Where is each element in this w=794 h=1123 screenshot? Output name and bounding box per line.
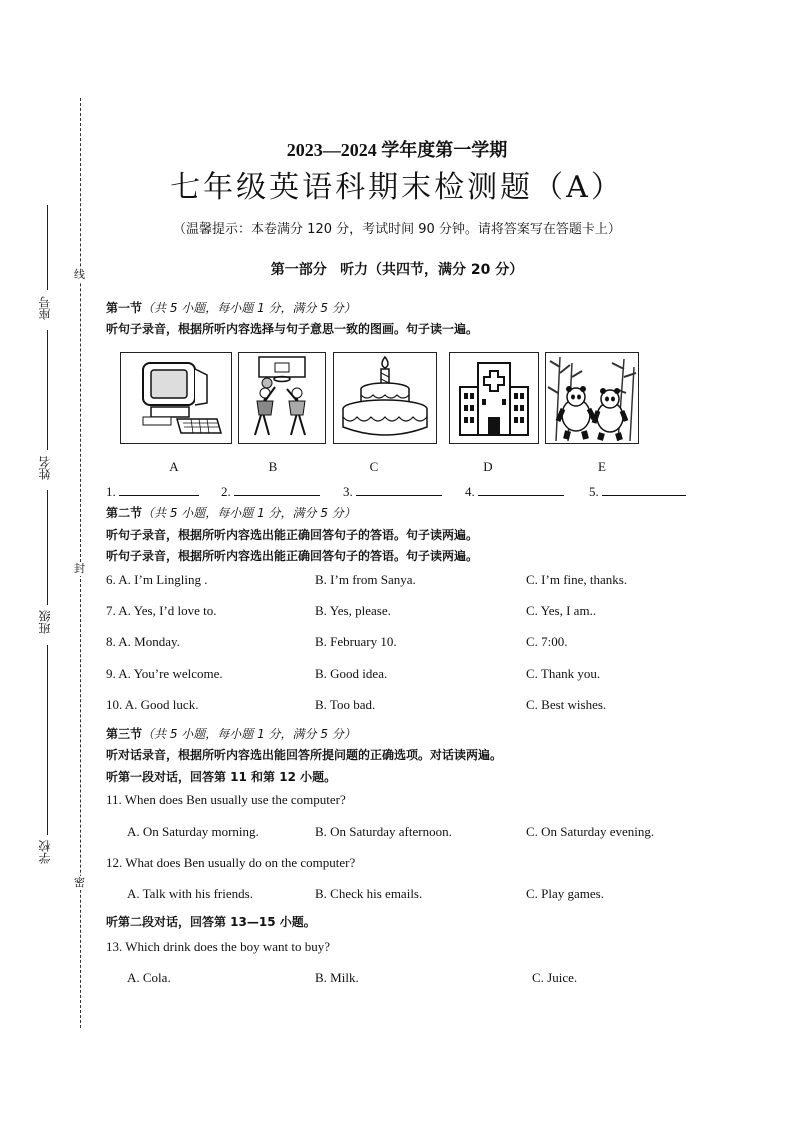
q12-option-c[interactable]: C. Play games. <box>526 886 604 901</box>
blank-number: 3. <box>343 484 353 499</box>
dialog1-heading: 听第一段对话，回答第 11 和第 12 小题。 <box>106 770 337 784</box>
picture-label-e: E <box>598 459 606 474</box>
section1-name: 第一节 <box>106 301 143 315</box>
section1-heading <box>106 299 356 316</box>
name-label: 姓名 <box>38 456 52 480</box>
section3-name: 第三节 <box>106 727 143 741</box>
q12-option-b[interactable]: B. Check his emails. <box>315 886 423 901</box>
section2-instruction-1: 听句子录音，根据所听内容选出能正确回答句子的答语。句子读两遍。 <box>106 528 479 542</box>
q11-option-a[interactable]: A. On Saturday morning. <box>127 824 259 839</box>
computer-icon <box>121 353 231 443</box>
blank-line[interactable] <box>119 483 199 496</box>
q11-stem: 11. When does Ben usually use the computer? <box>106 792 346 807</box>
exam-tip: （温馨提示：本卷满分 120 分，考试时间 90 分钟。请将答案写在答题卡上） <box>173 222 621 237</box>
picture-d-hospital <box>449 352 539 444</box>
picture-label-d: D <box>483 459 493 474</box>
picture-b-basketball <box>238 352 326 444</box>
binding-mark-line: 线 <box>74 268 85 281</box>
picture-label-a: A <box>169 459 179 474</box>
q9-option-a[interactable]: 9. A. You’re welcome. <box>106 666 223 681</box>
hospital-icon <box>450 353 538 443</box>
q6-option-c[interactable]: C. I’m fine, thanks. <box>526 572 628 587</box>
binding-mark-seal: 封 <box>74 562 85 575</box>
answer-blank-1[interactable] <box>106 483 199 500</box>
q8-option-b[interactable]: B. February 10. <box>315 634 397 649</box>
q8-option-c[interactable]: C. 7:00. <box>526 634 568 649</box>
q10-option-b[interactable]: B. Too bad. <box>315 697 376 712</box>
q9-option-b[interactable]: B. Good idea. <box>315 666 388 681</box>
q7-option-a[interactable]: 7. A. Yes, I’d love to. <box>106 603 217 618</box>
school-label: 学校 <box>38 840 52 864</box>
q13-option-b[interactable]: B. Milk. <box>315 970 359 985</box>
q8-option-a[interactable]: 8. A. Monday. <box>106 634 180 649</box>
picture-e-pandas <box>545 352 639 444</box>
q12-option-a[interactable]: A. Talk with his friends. <box>127 886 253 901</box>
blank-line[interactable] <box>356 483 442 496</box>
seat-number-label: 座号 <box>38 296 52 320</box>
binding-mark-secret: 密 <box>74 876 85 889</box>
q13-option-a[interactable]: A. Cola. <box>127 970 171 985</box>
blank-line[interactable] <box>478 483 564 496</box>
section2-meta: （共 5 小题，每小题 1 分，满分 5 分） <box>142 506 356 520</box>
dialog2-heading: 听第二段对话，回答第 13—15 小题。 <box>106 915 316 929</box>
q10-option-a[interactable]: 10. A. Good luck. <box>106 697 199 712</box>
q6-option-b[interactable]: B. I’m from Sanya. <box>315 572 416 587</box>
blank-line[interactable] <box>602 483 686 496</box>
class-underline <box>47 490 48 605</box>
q7-option-c[interactable]: C. Yes, I am.. <box>526 603 597 618</box>
birthday-cake-icon <box>334 353 436 443</box>
section2-name: 第二节 <box>106 506 143 520</box>
q12-stem: 12. What does Ben usually do on the computer? <box>106 855 356 870</box>
part-subtitle: 听力（共四节，满分 20 分） <box>340 262 524 278</box>
class-label: 班级 <box>38 610 52 634</box>
picture-c-cake <box>333 352 437 444</box>
section3-instruction: 听对话录音，根据所听内容选出能回答所提问题的正确选项。对话读两遍。 <box>106 748 503 762</box>
q11-option-b[interactable]: B. On Saturday afternoon. <box>315 824 452 839</box>
answer-blank-2[interactable] <box>221 483 320 500</box>
exam-title: 七年级英语科期末检测题（A） <box>170 170 624 205</box>
q10-option-c[interactable]: C. Best wishes. <box>526 697 607 712</box>
section1-meta: （共 5 小题，每小题 1 分，满分 5 分） <box>142 301 356 315</box>
section3-meta: （共 5 小题，每小题 1 分，满分 5 分） <box>142 727 356 741</box>
name-underline <box>47 330 48 450</box>
answer-blank-3[interactable] <box>343 483 442 500</box>
school-underline <box>47 645 48 835</box>
pandas-bamboo-icon <box>546 353 638 443</box>
part-heading <box>0 259 794 279</box>
answer-blank-4[interactable] <box>465 483 564 500</box>
section2-instruction-2: 听句子录音，根据所听内容选出能正确回答句子的答语。句子读两遍。 <box>106 549 479 563</box>
blank-number: 5. <box>589 484 599 499</box>
section1-instruction: 听句子录音，根据所听内容选择与句子意思一致的图画。句子读一遍。 <box>106 322 479 336</box>
picture-a-computer <box>120 352 232 444</box>
q9-option-c[interactable]: C. Thank you. <box>526 666 601 681</box>
blank-line[interactable] <box>234 483 320 496</box>
picture-label-c: C <box>369 459 379 474</box>
blank-number: 2. <box>221 484 231 499</box>
blank-number: 4. <box>465 484 475 499</box>
q7-option-b[interactable]: B. Yes, please. <box>315 603 391 618</box>
answer-blank-5[interactable] <box>589 483 686 500</box>
q13-option-c[interactable]: C. Juice. <box>532 970 578 985</box>
term-heading: 2023—2024 学年度第一学期 <box>286 140 508 160</box>
q13-stem: 13. Which drink does the boy want to buy? <box>106 939 330 954</box>
blank-number: 1. <box>106 484 116 499</box>
section2-heading <box>106 504 356 521</box>
basketball-players-icon <box>239 353 325 443</box>
section3-heading <box>106 725 356 742</box>
q11-option-c[interactable]: C. On Saturday evening. <box>526 824 655 839</box>
picture-label-b: B <box>268 459 278 474</box>
q6-option-a[interactable]: 6. A. I’m Lingling . <box>106 572 208 587</box>
part-title: 第一部分 <box>270 262 327 278</box>
